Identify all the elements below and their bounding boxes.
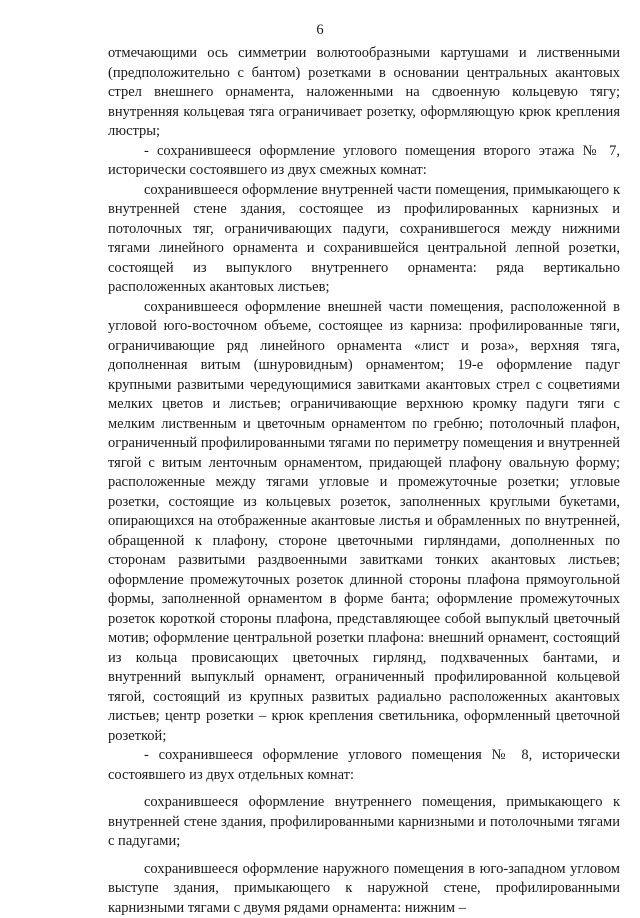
page-number: 6 [0, 22, 640, 39]
paragraph-room-7-heading: - сохранившееся оформление углового помещения второго этажа № 7, исторически состоявшего из двух смежных комнат: [108, 142, 620, 181]
paragraph-continuation: отмечающими ось симметрии волютообразными картушами и лиственными (предположительно с бантом) розетками в основании центральных акантовых стрел внешнего орнамента, наложенными на сдвоенную кольцевую тягу; внутренняя кольцевая тяга ограничивает розетку, оформляющую крюк крепления люстры; [108, 44, 620, 142]
paragraph-room-7-inner: сохранившееся оформление внутренней части помещения, примыкающего к внутренней стене здания, состоящее из профилированных карнизных и потолочных тяг, ограничивающих падуги, сохранившегося между нижними тягами линейного орнамента и сохранившейся центральной лепной розетки, состоящей из выпуклого внутреннего орнамента: ряда вертикально расположенных акантовых листьев; [108, 181, 620, 298]
paragraph-room-8-inner: сохранившееся оформление внутреннего помещения, примыкающего к внутренней стене здания, профилированными карнизными и потолочными тягами с падугами; [108, 793, 620, 852]
paragraph-room-7-outer: сохранившееся оформление внешней части помещения, расположенной в угловой юго-восточном объеме, состоящее из карниза: профилированные тяги, ограничивающие ряд линейного орнамента «лист и роза», верхняя тяга, дополненная витым (шнуровидным) орнаментом; 19-е оформление падуг крупными развитыми чередующимися завитками акантовых стрел с соцветиями мелких цветов и листьев; ограничивающие верхнюю кромку падуги тяги с мелким лиственным и цветочным орнаментом по гребню; потолочный плафон, ограниченный профилированными тягами по периметру помещения и внутренней тягой с витым ленточным орнаментом, придающей плафону овальную форму; расположенные между тягами угловые и промежуточные розетки; угловые розетки, состоящие из кольцевых розеток, заполненных круглыми букетами, опирающихся на отображенные акантовые листья и обрамленных по внутренней, обращенной к плафону, стороне цветочными гирляндами, дополненных по сторонам развитыми раздвоенными завитками тонких акантовых листьев; оформление промежуточных розеток длинной стороны плафона прямоугольной формы, заполненной орнаментом в форме банта; оформление промежуточных розеток короткой стороны плафона, представляющее собой выпуклый цветочный мотив; оформление центральной розетки плафона: внешний орнамент, состоящий из кольца провисающих цветочных гирлянд, подхваченных бантами, и внутренний выпуклый орнамент, ограниченный профилированной кольцевой тягой, состоящий из крупных развитых радиально расположенных акантовых листьев; центр розетки – крюк крепления светильника, оформленный цветочной розеткой; [108, 298, 620, 747]
paragraph-room-8-outer: сохранившееся оформление наружного помещения в юго-западном угловом выступе здания, примыкающего к наружной стене, профилированными карнизными тягами с двумя рядами орнамента: нижним – [108, 860, 620, 918]
paragraph-room-8-heading: - сохранившееся оформление углового помещения № 8, исторически состоявшего из двух отдельных комнат: [108, 746, 620, 785]
document-body [108, 44, 620, 918]
